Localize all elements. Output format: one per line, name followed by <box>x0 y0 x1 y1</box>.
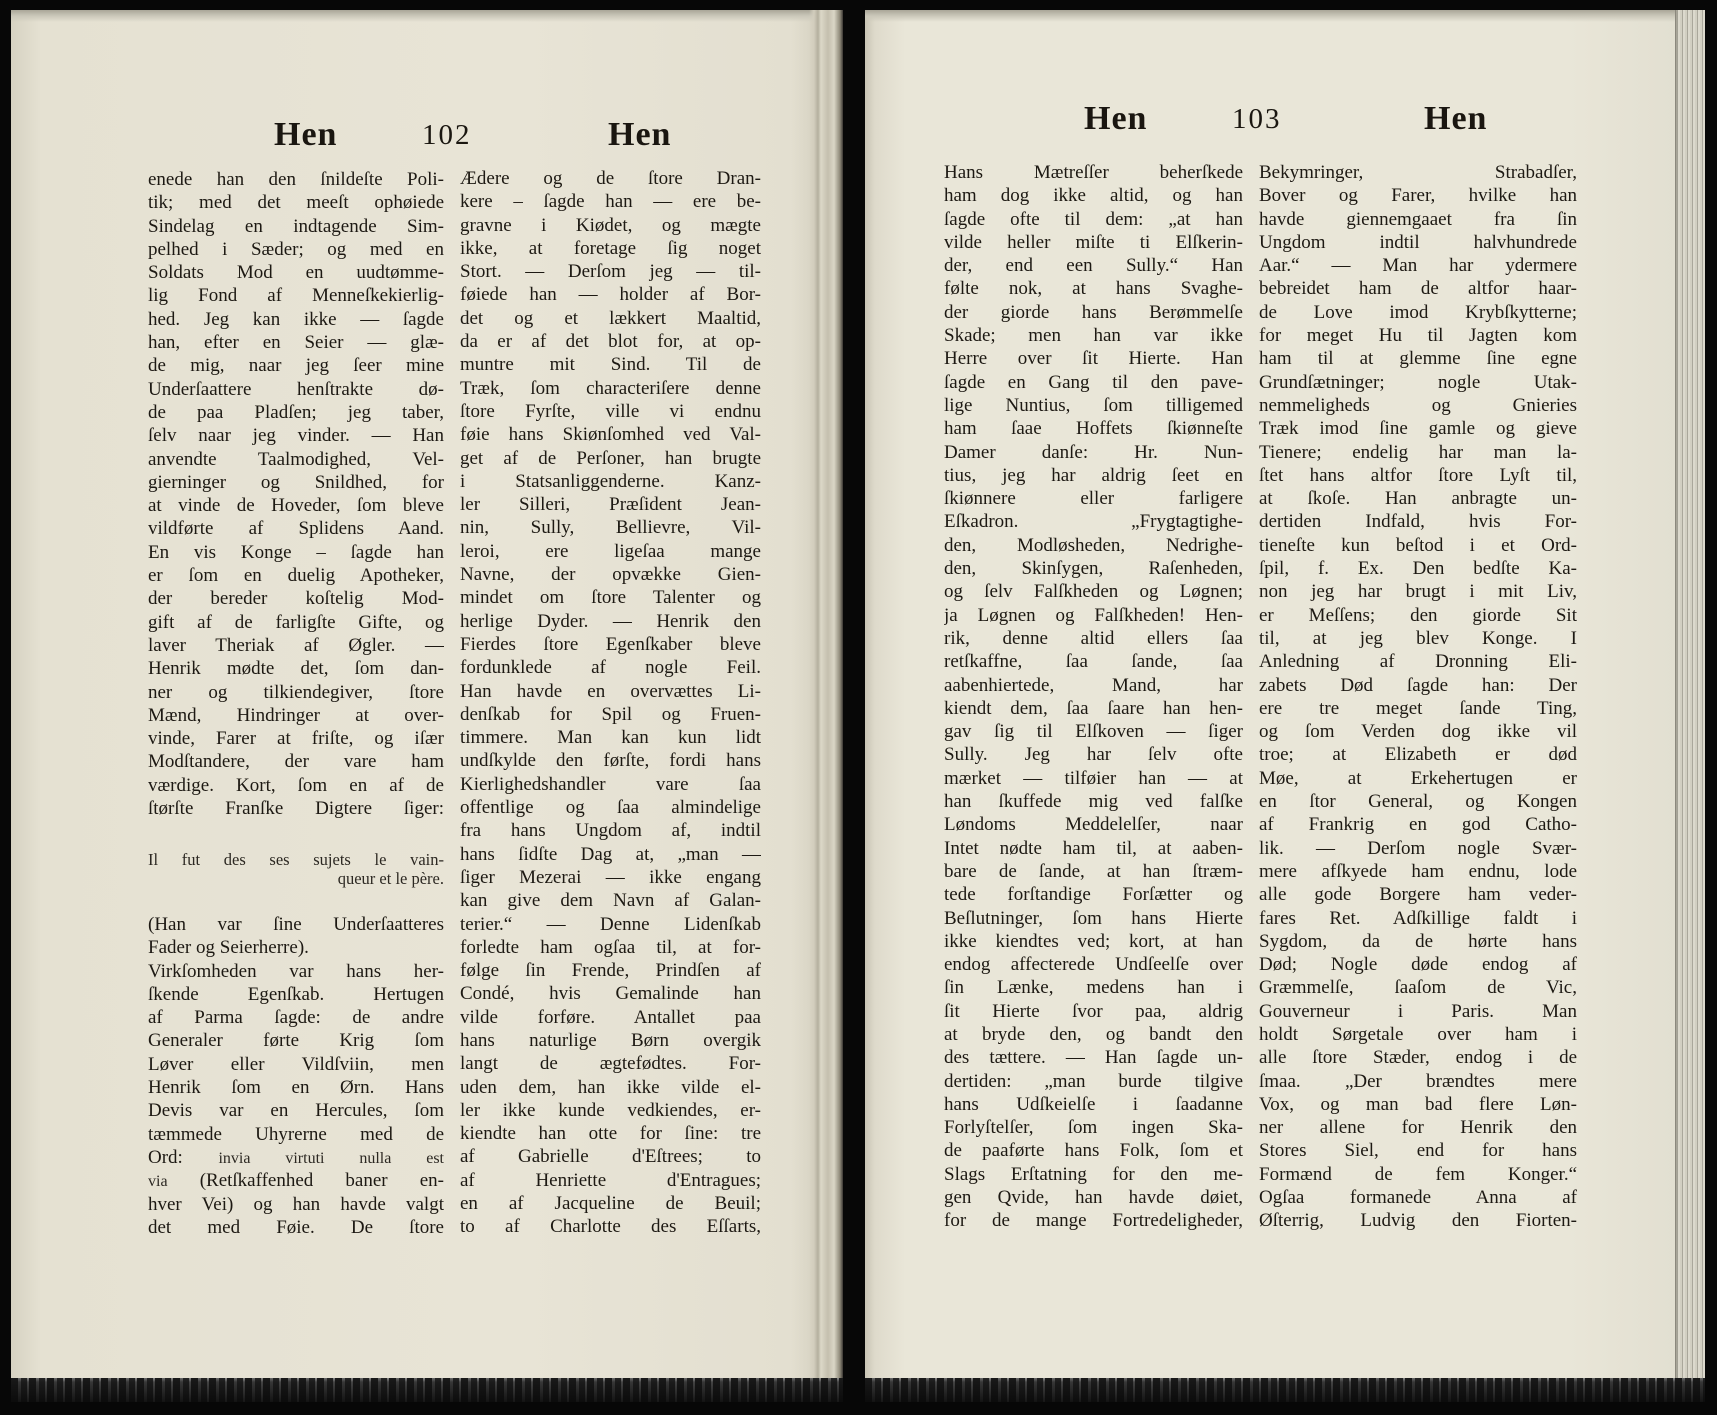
text-line: offentlige og ſaa almindelige <box>460 797 761 819</box>
latin-phrase: via <box>148 1173 168 1191</box>
text-line: han ſkuffede mig ved falſke <box>944 791 1243 813</box>
text-line: Herre over ſit Hierte. Han <box>944 348 1243 370</box>
french-quotation <box>148 850 444 888</box>
text-line: non jeg har brugt i mit Liv, <box>1259 581 1577 603</box>
text-segment: Ord: <box>148 1146 183 1168</box>
text-line: ham dog ikke altid, og han <box>944 185 1243 207</box>
text-line: Sygdom, da de hørte hans <box>1259 930 1577 952</box>
text-line: timmere. Man kan kun lidt <box>460 727 761 749</box>
text-line: vilde forføre. Antallet paa <box>460 1006 761 1028</box>
text-line: tede forſtandige Forſætter og <box>944 884 1243 906</box>
text-line: fordunklede af nogle Feil. <box>460 657 761 679</box>
text-line: ſit Hierte ſvor paa, aldrig <box>944 1000 1243 1022</box>
text-line: det med Føie. De ſtore <box>148 1216 444 1238</box>
text-line: Henrik mødte det, ſom dan- <box>148 658 444 680</box>
text-line: at ſkoſe. Han anbragte un- <box>1259 488 1577 510</box>
text-line: i Statsanliggenderne. Kanz- <box>460 470 761 492</box>
text-line: hans Udſkeielſe i ſaadanne <box>944 1093 1243 1115</box>
text-line: de paaførte hans Folk, ſom et <box>944 1140 1243 1162</box>
text-line: Sindelag en indtagende Sim- <box>148 215 444 237</box>
page-stack-edge <box>1675 10 1705 1402</box>
text-line: af Henriette d'Entragues; <box>460 1169 761 1191</box>
page-top-edge <box>865 10 1705 22</box>
text-line: Ungdom indtil halvhundrede <box>1259 231 1577 253</box>
text-line: Virkſomheden var hans her- <box>148 960 444 982</box>
text-line: gift af de farligſte Gifte, og <box>148 611 444 633</box>
text-line: Sully. Jeg har ſelv ofte <box>944 744 1243 766</box>
text-line: Generaler førte Krig ſom <box>148 1030 444 1052</box>
text-line: hver Vei) og han havde valgt <box>148 1193 444 1215</box>
text-line: Il fut des ses sujets le vain- <box>148 850 444 869</box>
left-page <box>11 10 843 1402</box>
text-line: kiendte han otte for ſine: tre <box>460 1123 761 1145</box>
text-line: fra hans Ungdom af, indtil <box>460 820 761 842</box>
text-line: Henrik ſom en Ørn. Hans <box>148 1077 444 1099</box>
page-number: 102 <box>422 119 472 151</box>
text-line: fares Ret. Adſkillige faldt i <box>1259 907 1577 929</box>
page-bottom-edge <box>865 1378 1705 1402</box>
text-line: der bereder koſtelig Mod- <box>148 588 444 610</box>
text-line: ſpil, f. Ex. Den bedſte Ka- <box>1259 558 1577 580</box>
text-line: af Gabrielle d'Eſtrees; to <box>460 1146 761 1168</box>
text-line: hed. Jeg kan ikke — ſagde <box>148 308 444 330</box>
right-column-1-text <box>944 161 1243 1233</box>
text-line: værdige. Kort, ſom en af de <box>148 774 444 796</box>
text-line: føiede han — holder af Bor- <box>460 284 761 306</box>
text-line: vilde heller miſte ti Elſkerin- <box>944 231 1243 253</box>
text-line: at vinde de Hoveder, ſom bleve <box>148 495 444 517</box>
text-line: forledte ham ogſaa til, at for- <box>460 936 761 958</box>
text-line: dertiden: „man burde tilgive <box>944 1070 1243 1092</box>
text-line: de paa Pladſen; jeg taber, <box>148 401 444 423</box>
text-line: følge ſin Frende, Prindſen af <box>460 960 761 982</box>
text-line: ner og tilkiendegiver, ſtore <box>148 681 444 703</box>
text-line: kiendt dem, ſaa ſaare han hen- <box>944 697 1243 719</box>
text-line: da er af det blot for, at op- <box>460 331 761 353</box>
running-head-right-word: Hen <box>608 116 672 153</box>
text-line: Grundſætninger; nogle Utak- <box>1259 371 1577 393</box>
text-line: Møe, at Erkehertugen er <box>1259 767 1577 789</box>
text-line: til, at jeg blev Konge. I <box>1259 627 1577 649</box>
page-bottom-edge <box>11 1378 843 1402</box>
text-line: ſiger Mezerai — ikke engang <box>460 866 761 888</box>
text-line: for meget Hu til Jagten kom <box>1259 325 1577 347</box>
text-line: alle ſtore Stæder, endog i de <box>1259 1047 1577 1069</box>
text-line: Græmmelſe, ſaaſom de Vic, <box>1259 977 1577 999</box>
text-line: gen Qvide, han havde døiet, <box>944 1187 1243 1209</box>
text-line: undſkylde den førſte, fordi hans <box>460 750 761 772</box>
left-column-1-text <box>148 168 444 820</box>
text-line: mindet om ſtore Talenter og <box>460 587 761 609</box>
text-line: enede han den ſnildeſte Poli- <box>148 169 444 190</box>
text-line: Tienere; endelig har man la- <box>1259 441 1577 463</box>
text-line: Modſtandere, der vare ham <box>148 751 444 773</box>
text-line: er Meſſens; den giorde Sit <box>1259 604 1577 626</box>
text-line: ſtore Fyrſte, ville vi endnu <box>460 400 761 422</box>
text-line: Træk imod ſine gamle og gieve <box>1259 418 1577 440</box>
text-line: lik. — Derſom nogle Svær- <box>1259 837 1577 859</box>
text-line: der giorde hans Berømmelſe <box>944 301 1243 323</box>
text-line: Skade; men han var ikke <box>944 325 1243 347</box>
text-line: Stort. — Derſom jeg — til- <box>460 261 761 283</box>
text-line: ham ſaae Hoffets ſkiønneſte <box>944 418 1243 440</box>
text-line: laver Theriak af Øgler. — <box>148 634 444 656</box>
text-line: lige Nuntius, ſom tilligemed <box>944 394 1243 416</box>
text-line: Intet nødte ham til, at aaben- <box>944 837 1243 859</box>
page-top-edge <box>11 10 843 22</box>
text-line: de Love imod Krybſkytterne; <box>1259 301 1577 323</box>
text-line: dertiden Indfald, hvis For- <box>1259 511 1577 533</box>
text-line: holdt Sørgetale over ham i <box>1259 1023 1577 1045</box>
running-head-left-word: Hen <box>1084 100 1148 137</box>
text-line: En vis Konge – ſagde han <box>148 541 444 563</box>
text-line: ſtet hans altfor ſtore Lyſt til, <box>1259 464 1577 486</box>
text-line: Ædere og de ſtore Dran- <box>460 168 761 189</box>
text-line: endog affecterede Undſeelſe over <box>944 954 1243 976</box>
text-line: alle gode Borgere ham veder- <box>1259 884 1577 906</box>
text-line: queur et le père. <box>337 869 444 888</box>
text-line: at bryde den, og bandt den <box>944 1023 1243 1045</box>
left-column-1-continued <box>148 913 444 1239</box>
text-line: ere tre meget ſande Ting, <box>1259 697 1577 719</box>
text-line: ham til at glemme ſine egne <box>1259 348 1577 370</box>
text-line: ſagde en Gang til den pave- <box>944 371 1243 393</box>
text-line: Træk, ſom characteriſere denne <box>460 377 761 399</box>
text-line: Bekymringer, Strabadſer, <box>1259 162 1577 183</box>
text-line: Anledning af Dronning Eli- <box>1259 651 1577 673</box>
text-line: pelhed i Sæder; og med en <box>148 238 444 260</box>
text-line: ſagde ofte til dem: „at han <box>944 208 1243 230</box>
text-line: ſmaa. „Der brændtes mere <box>1259 1070 1577 1092</box>
text-line: aabenhiertede, Mand, har <box>944 674 1243 696</box>
text-line: de mig, naar jeg ſeer mine <box>148 355 444 377</box>
text-line: havde giennemgaaet fra ſin <box>1259 208 1577 230</box>
text-line: der, end een Sully.“ Han <box>944 255 1243 277</box>
text-line: nin, Sully, Bellievre, Vil- <box>460 517 761 539</box>
text-line: nemmeligheds og Gnieries <box>1259 394 1577 416</box>
text-line: zabets Død ſagde han: Der <box>1259 674 1577 696</box>
text-line: ikke kiendtes ved; kort, at han <box>944 930 1243 952</box>
latin-phrase: invia virtuti nulla est <box>218 1149 444 1167</box>
text-line: Hans Mætreſſer beherſkede <box>944 162 1243 183</box>
text-line: hans ſidſte Dag at, „man — <box>460 843 761 865</box>
text-line: leroi, ere ligeſaa mange <box>460 540 761 562</box>
text-line: Han havde en overvættes Li- <box>460 680 761 702</box>
text-line: Stores Siel, end for hans <box>1259 1140 1577 1162</box>
text-line: føie hans Skiønſomhed ved Val- <box>460 424 761 446</box>
running-head-left-word: Hen <box>274 116 338 153</box>
text-line: Løndoms Meddelelſer, naar <box>944 814 1243 836</box>
text-line: Beſlutninger, ſom hans Hierte <box>944 907 1243 929</box>
text-line: uden dem, han ikke vilde el- <box>460 1076 761 1098</box>
text-line: vinde, Farer at friſte, og iſær <box>148 728 444 750</box>
text-line: mærket — tilføier han — at <box>944 767 1243 789</box>
text-line: ſtørſte Franſke Digtere ſiger: <box>148 798 444 820</box>
text-line: Øſterrig, Ludvig den Fiorten- <box>1259 1210 1577 1232</box>
text-line: herlige Dyder. — Henrik den <box>460 610 761 632</box>
text-line: Formænd de fem Konger.“ <box>1259 1163 1577 1185</box>
text-line: Vox, og man bad flere Løn- <box>1259 1093 1577 1115</box>
text-line: han, efter en Seier — glæ- <box>148 332 444 354</box>
text-line: Condé, hvis Gemalinde han <box>460 983 761 1005</box>
text-line <box>148 1146 444 1169</box>
text-line: tik; med det meeſt ophøiede <box>148 192 444 214</box>
text-line: ner allene for Henrik den <box>1259 1117 1577 1139</box>
text-line: troe; at Elizabeth er død <box>1259 744 1577 766</box>
text-line: muntre mit Sind. Til de <box>460 354 761 376</box>
text-line: ſkiønnere eller farligere <box>944 488 1243 510</box>
text-line: bebreidet ham de altfor haar- <box>1259 278 1577 300</box>
text-line: gravne i Kiødet, og mægte <box>460 214 761 236</box>
text-line: det og et lækkert Maaltid, <box>460 307 761 329</box>
text-line: anvendte Taalmodighed, Vel- <box>148 448 444 470</box>
text-line: bare de ſande, at han ſtræm- <box>944 860 1243 882</box>
running-head-right-word: Hen <box>1424 100 1488 137</box>
text-line: (Han var ſine Underſaatteres <box>148 914 444 935</box>
text-line: terier.“ — Denne Lidenſkab <box>460 913 761 935</box>
text-line: lig Fond af Menneſkekierlig- <box>148 285 444 307</box>
text-line: to af Charlotte des Eſſarts, <box>460 1216 761 1238</box>
text-line: Fierdes ſtore Egenſkaber bleve <box>460 633 761 655</box>
text-segment: (Retſkaffenhed baner en- <box>199 1170 444 1192</box>
text-line: retſkaffne, ſaa ſande, ſaa <box>944 651 1243 673</box>
text-line: tius, jeg har aldrig ſeet en <box>944 464 1243 486</box>
text-line: Forlyſtelſer, ſom ingen Ska- <box>944 1117 1243 1139</box>
text-line: følte nok, at hans Svaghe- <box>944 278 1243 300</box>
text-line: Mænd, Hindringer at over- <box>148 704 444 726</box>
text-line: gierninger og Snildhed, for <box>148 471 444 493</box>
text-line: ſelv naar jeg vinder. — Han <box>148 425 444 447</box>
text-line: Underſaattere henſtrakte dø- <box>148 378 444 400</box>
text-line: ſkende Egenſkab. Hertugen <box>148 983 444 1005</box>
text-line: tieneſte kun beſtod i et Ord- <box>1259 534 1577 556</box>
text-line: og ſom Verden dog ikke vil <box>1259 721 1577 743</box>
text-line: og ſelv Falſkheden og Løgnen; <box>944 581 1243 603</box>
right-page <box>865 10 1705 1402</box>
text-line: kan give dem Navn af Galan- <box>460 890 761 912</box>
text-line <box>148 1169 444 1192</box>
text-line: Død; Nogle døde endog af <box>1259 954 1577 976</box>
text-line: den, Modløsheden, Nedrighe- <box>944 534 1243 556</box>
text-line: Aar.“ — Man har ydermere <box>1259 255 1577 277</box>
text-line: en ſtor General, og Kongen <box>1259 791 1577 813</box>
text-line: langt de ægtefødtes. For- <box>460 1053 761 1075</box>
left-column-2-text <box>460 167 761 1239</box>
text-line: mere afſkyede ham endnu, lode <box>1259 860 1577 882</box>
text-line: Soldats Mod en uudtømme- <box>148 262 444 284</box>
text-line: Eſkadron. „Frygtagtighe- <box>944 511 1243 533</box>
text-line: ler Silleri, Præſident Jean- <box>460 494 761 516</box>
text-line: en af Jacqueline de Beuil; <box>460 1193 761 1215</box>
text-line: vildførte af Splidens Aand. <box>148 518 444 540</box>
text-line: Damer danſe: Hr. Nun- <box>944 441 1243 463</box>
binding-gutter <box>809 10 843 1402</box>
text-line: er ſom en duelig Apotheker, <box>148 565 444 587</box>
text-line: for de mange Fortredeligheder, <box>944 1210 1243 1232</box>
text-line: Devis var en Hercules, ſom <box>148 1100 444 1122</box>
text-line: Navne, der opvække Gien- <box>460 564 761 586</box>
text-line: Fader og Seierherre). <box>148 937 309 959</box>
text-line: gav ſig til Elſkoven — ſiger <box>944 721 1243 743</box>
text-line: get af de Perſoner, han brugte <box>460 447 761 469</box>
text-line: Løver eller Vildſviin, men <box>148 1053 444 1075</box>
text-line: ſin Lænke, medens han i <box>944 977 1243 999</box>
text-line: tæmmede Uhyrerne med de <box>148 1123 444 1145</box>
text-line: hans naturlige Børn overgik <box>460 1029 761 1051</box>
text-line: des tættere. — Han ſagde un- <box>944 1047 1243 1069</box>
text-line: den, Skinſygen, Raſenheden, <box>944 558 1243 580</box>
text-line: denſkab for Spil og Fruen- <box>460 703 761 725</box>
text-line: Bover og Farer, hvilke han <box>1259 185 1577 207</box>
right-column-2-text <box>1259 161 1577 1233</box>
text-line: Ogſaa formanede Anna af <box>1259 1187 1577 1209</box>
page-number: 103 <box>1232 103 1282 135</box>
text-line: ikke, at foretage ſig noget <box>460 237 761 259</box>
text-line: af Parma ſagde: de andre <box>148 1007 444 1029</box>
text-line: af Frankrig en god Catho- <box>1259 814 1577 836</box>
text-line: kere – ſagde han — ere be- <box>460 191 761 213</box>
text-line: Gouverneur i Paris. Man <box>1259 1000 1577 1022</box>
text-line: ja Løgnen og Falſkheden! Hen- <box>944 604 1243 626</box>
text-line: Slags Erſtatning for den me- <box>944 1163 1243 1185</box>
text-line: Kierlighedshandler vare ſaa <box>460 773 761 795</box>
text-line: rik, denne altid ellers ſaa <box>944 627 1243 649</box>
text-line: ler ikke kunde vedkiendes, er- <box>460 1099 761 1121</box>
